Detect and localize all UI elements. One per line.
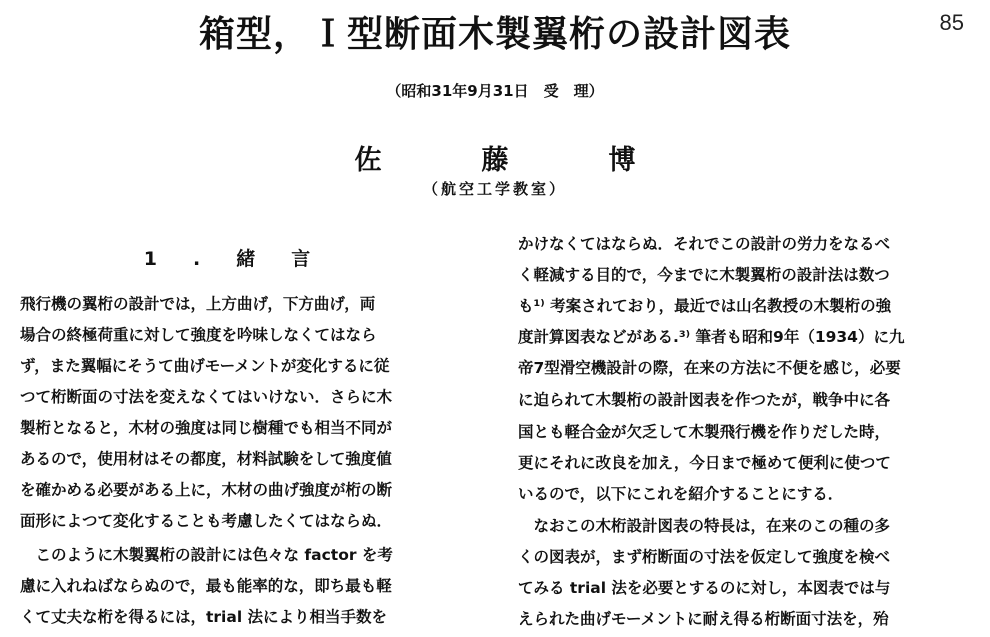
left-line: 面形によつて変化することも考慮したくてはならぬ． bbox=[20, 512, 393, 530]
right-line: くの図表が，まず桁断面の寸法を仮定して強度を検べ bbox=[518, 548, 891, 566]
right-line: えられた曲げモーメントに耐え得る桁断面寸法を，殆 bbox=[518, 610, 889, 628]
right-line: なおこの木桁設計図表の特長は，在来のこの種の多 bbox=[518, 517, 891, 535]
right-line: に迫られて木製桁の設計図表を作つたが，戦争中に各 bbox=[518, 391, 891, 409]
right-line: 度計算図表などがある.³⁾ 筆者も昭和9年（1934）に九 bbox=[518, 328, 905, 346]
left-line: あるので，使用材はその都度，材料試験をして強度値 bbox=[20, 450, 392, 468]
section-heading-introduction: 1.緒言 bbox=[143, 248, 347, 270]
right-line: 帝7型滑空機設計の際，在来の方法に不便を感じ，必要 bbox=[518, 359, 901, 377]
right-line: かけなくてはならぬ．それでこの設計の労力をなるべ bbox=[518, 235, 891, 253]
left-line: を確かめる必要がある上に，木材の曲げ強度が桁の断 bbox=[20, 481, 393, 499]
received-date: （昭和31年9月31日 受 理） bbox=[386, 82, 604, 100]
left-line: このように木製翼桁の設計には色々な factor を考 bbox=[20, 546, 393, 564]
left-line: つて桁断面の寸法を変えなくてはいけない．さらに木 bbox=[20, 388, 393, 406]
right-line: てみる trial 法を必要とするのに対し，本図表では与 bbox=[518, 579, 891, 597]
left-line: ず，また翼幅にそうて曲げモーメントが変化するに従 bbox=[20, 357, 390, 375]
left-line: 飛行機の翼桁の設計では，上方曲げ，下方曲げ，両 bbox=[20, 295, 376, 313]
author-name: 佐藤博 bbox=[354, 145, 736, 176]
page-number: 85 bbox=[939, 10, 964, 35]
right-line: も¹⁾ 考案されており，最近では山名教授の木製桁の強 bbox=[518, 297, 892, 315]
right-line: く軽減する目的で，今までに木製翼桁の設計法は数つ bbox=[518, 266, 890, 284]
right-line: 国とも軽合金が欠乏して木製飛行機を作りだした時， bbox=[518, 423, 891, 441]
left-line: くて丈夫な桁を得るには，trial 法により相当手数を bbox=[20, 608, 388, 626]
left-line: 場合の終極荷重に対して強度を吟味しなくてはなら bbox=[20, 326, 377, 344]
right-line: いるので，以下にこれを紹介することにする． bbox=[518, 485, 844, 503]
left-line: 慮に入れねばならぬので，最も能率的な，即ち最も軽 bbox=[20, 577, 392, 595]
author-affiliation: （航空工学教室） bbox=[422, 180, 567, 198]
right-line: 更にそれに改良を加え，今日まで極めて便利に使つて bbox=[518, 454, 891, 472]
left-line: 製桁となると，木材の強度は同じ樹種でも相当不同が bbox=[20, 419, 393, 437]
paper-title: 箱型，Ｉ型断面木製翼桁の設計図表 bbox=[198, 14, 791, 55]
